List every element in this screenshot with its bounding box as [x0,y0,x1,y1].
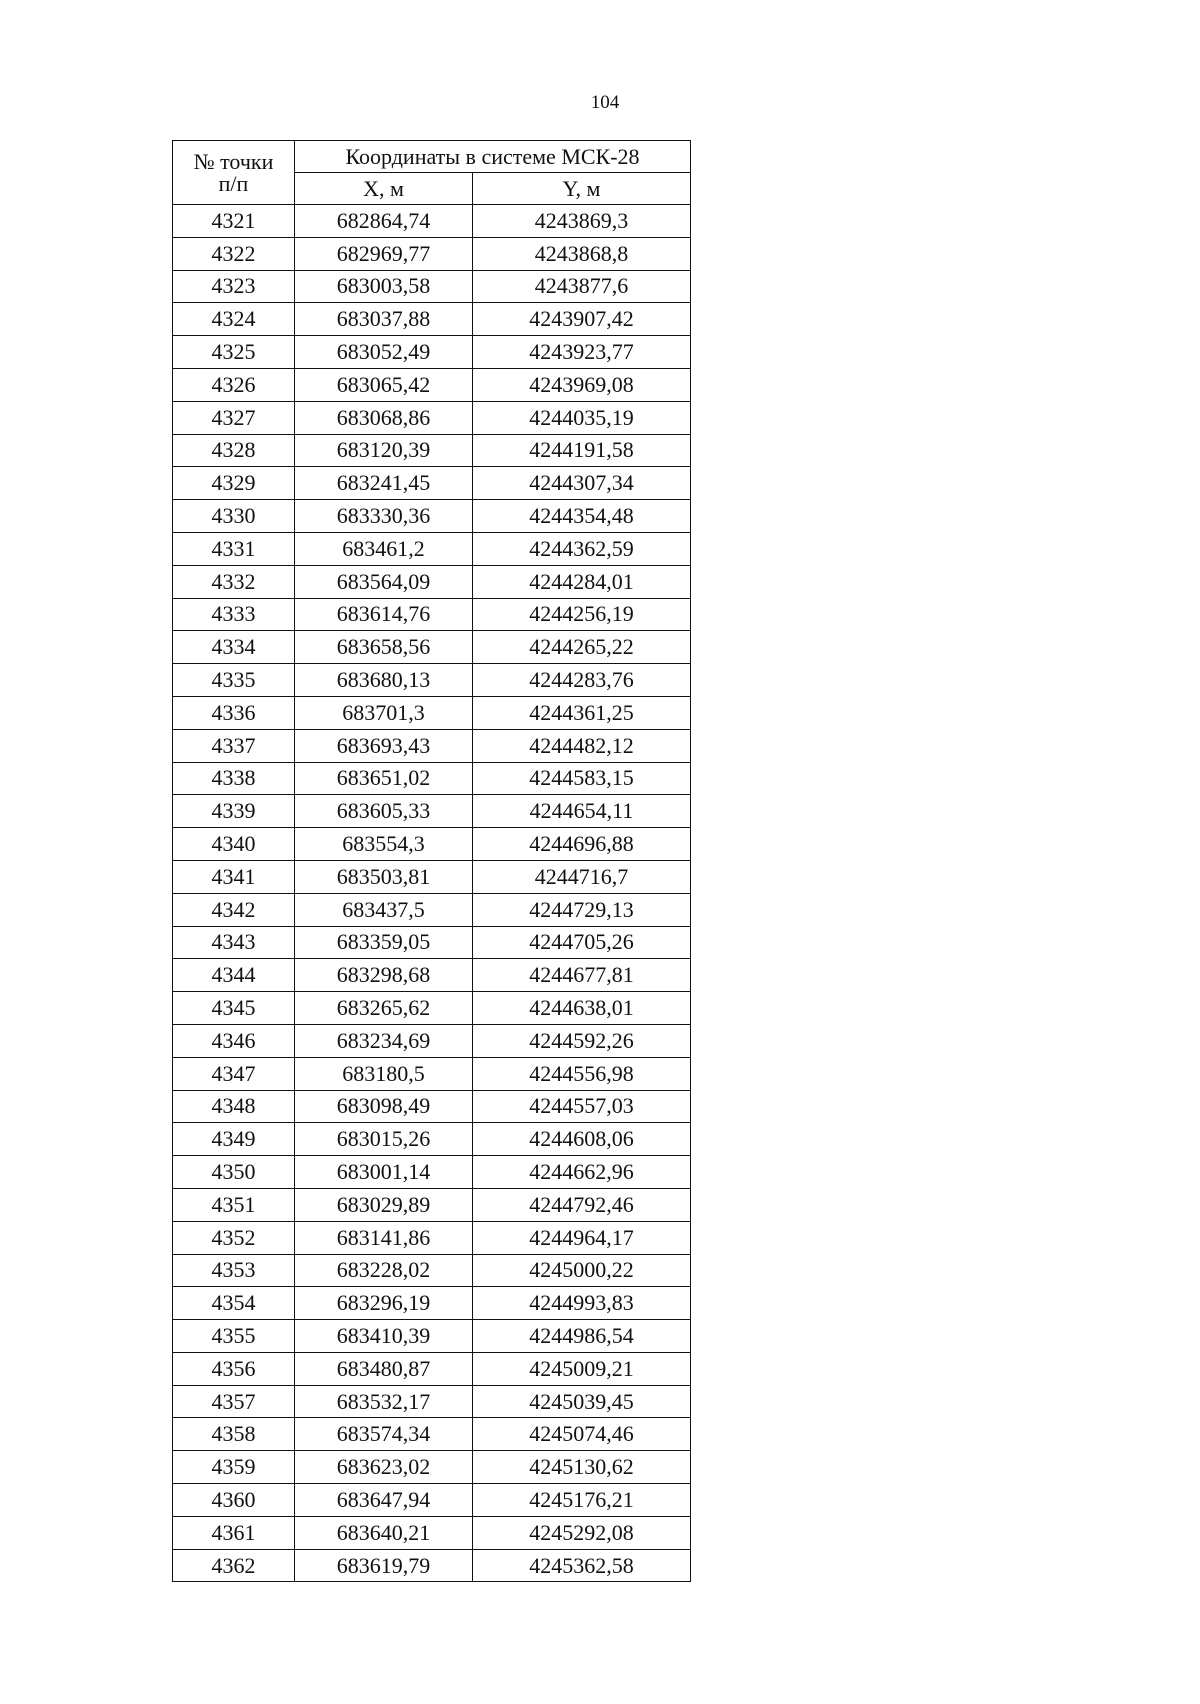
x-coordinate-cell: 683241,45 [295,467,473,500]
y-coordinate-cell: 4244361,25 [473,696,691,729]
table-row [173,565,691,598]
x-coordinate-cell: 683651,02 [295,762,473,795]
x-coordinate-cell: 683693,43 [295,729,473,762]
y-coordinate-cell: 4244993,83 [473,1287,691,1320]
y-coordinate-cell: 4244677,81 [473,959,691,992]
point-number-header [173,141,295,205]
y-coordinate-cell: 4244638,01 [473,992,691,1025]
point-number-cell: 4324 [173,303,295,336]
table-row [173,434,691,467]
x-coordinate-cell: 683298,68 [295,959,473,992]
table-row [173,1156,691,1189]
point-number-cell: 4330 [173,500,295,533]
table-row [173,1090,691,1123]
table-row [173,1221,691,1254]
table-row [173,893,691,926]
x-column-header: X, м [295,173,473,205]
y-coordinate-cell: 4244716,7 [473,860,691,893]
point-number-header-line1: № точки [193,148,274,174]
table-row [173,237,691,270]
x-coordinate-cell: 683701,3 [295,696,473,729]
y-coordinate-cell: 4244482,12 [473,729,691,762]
point-number-cell: 4344 [173,959,295,992]
table-row [173,336,691,369]
point-number-cell: 4325 [173,336,295,369]
y-coordinate-cell: 4244964,17 [473,1221,691,1254]
point-number-cell: 4338 [173,762,295,795]
x-coordinate-cell: 683330,36 [295,500,473,533]
table-row [173,860,691,893]
table-row [173,1418,691,1451]
x-coordinate-cell: 683015,26 [295,1123,473,1156]
y-coordinate-cell: 4244986,54 [473,1320,691,1353]
x-coordinate-cell: 683574,34 [295,1418,473,1451]
point-number-cell: 4341 [173,860,295,893]
x-coordinate-cell: 683296,19 [295,1287,473,1320]
y-coordinate-cell: 4244256,19 [473,598,691,631]
x-coordinate-cell: 683359,05 [295,926,473,959]
y-coordinate-cell: 4245009,21 [473,1352,691,1385]
y-coordinate-cell: 4245039,45 [473,1385,691,1418]
table-row [173,303,691,336]
x-coordinate-cell: 683265,62 [295,992,473,1025]
x-coordinate-cell: 682969,77 [295,237,473,270]
table-row [173,762,691,795]
coordinates-table [172,140,691,1582]
point-number-cell: 4339 [173,795,295,828]
table-row [173,1451,691,1484]
table-row [173,1549,691,1582]
table-row [173,598,691,631]
x-coordinate-cell: 683029,89 [295,1188,473,1221]
x-coordinate-cell: 683480,87 [295,1352,473,1385]
table-body [173,205,691,1582]
y-coordinate-cell: 4243868,8 [473,237,691,270]
x-coordinate-cell: 683647,94 [295,1484,473,1517]
y-coordinate-cell: 4244362,59 [473,532,691,565]
point-number-cell: 4327 [173,401,295,434]
x-coordinate-cell: 683141,86 [295,1221,473,1254]
table-row [173,1254,691,1287]
x-coordinate-cell: 683037,88 [295,303,473,336]
y-coordinate-cell: 4245130,62 [473,1451,691,1484]
table-row [173,270,691,303]
x-coordinate-cell: 683098,49 [295,1090,473,1123]
x-coordinate-cell: 683120,39 [295,434,473,467]
y-coordinate-cell: 4244592,26 [473,1024,691,1057]
y-coordinate-cell: 4245362,58 [473,1549,691,1582]
point-number-header-line2: п/п [218,170,249,196]
table-row [173,1385,691,1418]
y-coordinate-cell: 4243877,6 [473,270,691,303]
point-number-cell: 4342 [173,893,295,926]
table-row [173,1516,691,1549]
point-number-cell: 4361 [173,1516,295,1549]
point-number-cell: 4350 [173,1156,295,1189]
point-number-cell: 4346 [173,1024,295,1057]
point-number-cell: 4358 [173,1418,295,1451]
y-coordinate-cell: 4243969,08 [473,368,691,401]
point-number-cell: 4328 [173,434,295,467]
x-coordinate-cell: 683605,33 [295,795,473,828]
y-coordinate-cell: 4244284,01 [473,565,691,598]
y-coordinate-cell: 4245292,08 [473,1516,691,1549]
table-row [173,1484,691,1517]
point-number-cell: 4357 [173,1385,295,1418]
point-number-cell: 4360 [173,1484,295,1517]
x-coordinate-cell: 683554,3 [295,828,473,861]
y-coordinate-cell: 4244729,13 [473,893,691,926]
y-coordinate-cell: 4244191,58 [473,434,691,467]
y-coordinate-cell: 4244696,88 [473,828,691,861]
y-coordinate-cell: 4244556,98 [473,1057,691,1090]
y-coordinate-cell: 4244307,34 [473,467,691,500]
y-coordinate-cell: 4243923,77 [473,336,691,369]
x-coordinate-cell: 683065,42 [295,368,473,401]
table-row [173,992,691,1025]
y-coordinate-cell: 4244654,11 [473,795,691,828]
x-coordinate-cell: 683564,09 [295,565,473,598]
coordinates-system-header: Координаты в системе МСК-28 [295,141,691,173]
point-number-cell: 4347 [173,1057,295,1090]
point-number-cell: 4359 [173,1451,295,1484]
y-coordinate-cell: 4243869,3 [473,205,691,238]
point-number-cell: 4331 [173,532,295,565]
x-coordinate-cell: 683437,5 [295,893,473,926]
y-coordinate-cell: 4244662,96 [473,1156,691,1189]
point-number-cell: 4354 [173,1287,295,1320]
point-number-cell: 4336 [173,696,295,729]
y-coordinate-cell: 4244792,46 [473,1188,691,1221]
x-coordinate-cell: 683532,17 [295,1385,473,1418]
point-number-cell: 4329 [173,467,295,500]
y-coordinate-cell: 4244583,15 [473,762,691,795]
point-number-cell: 4355 [173,1320,295,1353]
point-number-cell: 4348 [173,1090,295,1123]
table-row [173,795,691,828]
x-coordinate-cell: 683410,39 [295,1320,473,1353]
point-number-cell: 4353 [173,1254,295,1287]
y-coordinate-cell: 4244705,26 [473,926,691,959]
point-number-cell: 4352 [173,1221,295,1254]
table-row [173,696,691,729]
table-row [173,532,691,565]
point-number-cell: 4340 [173,828,295,861]
point-number-cell: 4323 [173,270,295,303]
table-row [173,959,691,992]
x-coordinate-cell: 683658,56 [295,631,473,664]
point-number-cell: 4335 [173,664,295,697]
x-coordinate-cell: 683180,5 [295,1057,473,1090]
x-coordinate-cell: 683234,69 [295,1024,473,1057]
table-row [173,368,691,401]
point-number-cell: 4349 [173,1123,295,1156]
y-coordinate-cell: 4244265,22 [473,631,691,664]
point-number-cell: 4351 [173,1188,295,1221]
x-coordinate-cell: 683003,58 [295,270,473,303]
table-row [173,1352,691,1385]
x-coordinate-cell: 683640,21 [295,1516,473,1549]
table-row [173,664,691,697]
table-row [173,1057,691,1090]
x-coordinate-cell: 683680,13 [295,664,473,697]
x-coordinate-cell: 683614,76 [295,598,473,631]
point-number-cell: 4343 [173,926,295,959]
y-coordinate-cell: 4244035,19 [473,401,691,434]
point-number-cell: 4356 [173,1352,295,1385]
x-coordinate-cell: 683228,02 [295,1254,473,1287]
table-header [173,141,691,205]
x-coordinate-cell: 683619,79 [295,1549,473,1582]
point-number-cell: 4362 [173,1549,295,1582]
x-coordinate-cell: 683623,02 [295,1451,473,1484]
table-row [173,1024,691,1057]
y-coordinate-cell: 4244283,76 [473,664,691,697]
point-number-cell: 4326 [173,368,295,401]
table-row [173,1123,691,1156]
x-coordinate-cell: 683461,2 [295,532,473,565]
table-row [173,926,691,959]
table-row [173,729,691,762]
x-coordinate-cell: 683052,49 [295,336,473,369]
y-coordinate-cell: 4245000,22 [473,1254,691,1287]
page-number: 104 [590,92,620,113]
point-number-cell: 4333 [173,598,295,631]
point-number-cell: 4337 [173,729,295,762]
y-coordinate-cell: 4245176,21 [473,1484,691,1517]
x-coordinate-cell: 683503,81 [295,860,473,893]
y-column-header: Y, м [473,173,691,205]
y-coordinate-cell: 4243907,42 [473,303,691,336]
x-coordinate-cell: 683068,86 [295,401,473,434]
x-coordinate-cell: 682864,74 [295,205,473,238]
point-number-cell: 4334 [173,631,295,664]
table-row [173,1287,691,1320]
table-row [173,631,691,664]
y-coordinate-cell: 4244608,06 [473,1123,691,1156]
y-coordinate-cell: 4244557,03 [473,1090,691,1123]
point-number-cell: 4322 [173,237,295,270]
table-row [173,1188,691,1221]
y-coordinate-cell: 4245074,46 [473,1418,691,1451]
point-number-cell: 4332 [173,565,295,598]
table-row [173,828,691,861]
y-coordinate-cell: 4244354,48 [473,500,691,533]
table-row [173,205,691,238]
table-row [173,1320,691,1353]
point-number-cell: 4345 [173,992,295,1025]
point-number-cell: 4321 [173,205,295,238]
table-row [173,401,691,434]
x-coordinate-cell: 683001,14 [295,1156,473,1189]
table-row [173,467,691,500]
table-row [173,500,691,533]
